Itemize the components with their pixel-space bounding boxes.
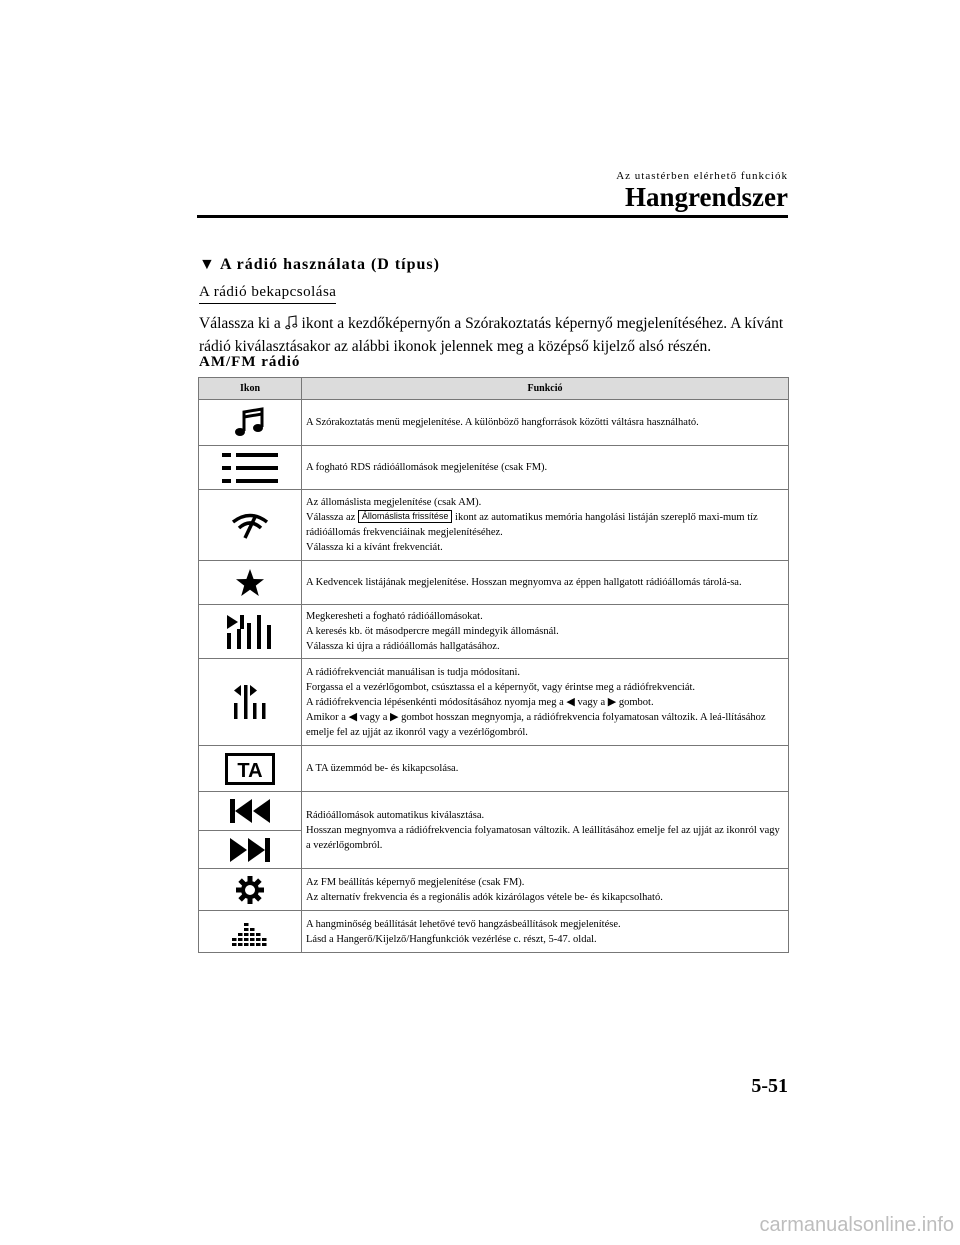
table-row [199, 490, 789, 561]
am-fm-heading: AM/FM rádió [199, 354, 301, 370]
text-fragment: gombot hosszan megnyomja, a rádiófrekvencia folyamatosan változik. A leá-llításához emelje fel az ujját az ikonról vagy a vezérlőgombról. [306, 711, 766, 738]
function-cell [302, 746, 789, 792]
text-fragment: gombot. [616, 696, 654, 708]
header-subtitle: Az utastérben elérhető funkciók [616, 170, 788, 182]
equalizer-dot [250, 928, 255, 931]
intro-text-end: ikont a kezdőképernyőn a Szórakoztatás képernyő megjelenítéséhez. A kívánt rádió kiválasztásakor az alábbi ikonok jelennek meg a középső kijelző alsó részén. [199, 315, 784, 355]
skip-forward-icon [230, 838, 270, 862]
function-text [306, 695, 784, 710]
table-row [199, 605, 789, 659]
watermark: carmanualsonline.info [759, 1214, 954, 1236]
function-text: A hangminőség beállítását lehetővé tevő hangzásbeállítások megjelenítése. [306, 918, 621, 930]
text-fragment: A rádiófrekvencia lépésenkénti módosításához nyomja meg a [306, 696, 567, 708]
function-cell [302, 792, 789, 869]
function-text: A Kedvencek listájának megjelenítése. Hosszan megnyomva az éppen hallgatott rádióállomás tárolá-sa. [306, 577, 742, 588]
text-fragment: Válassza az [306, 512, 358, 523]
equalizer-dot [256, 938, 261, 941]
equalizer-dot [250, 938, 255, 941]
text-fragment: Amikor a [306, 711, 349, 723]
equalizer-dot [244, 923, 249, 926]
header-icon-column: Ikon [199, 378, 302, 400]
function-cell [302, 869, 789, 911]
table-row [199, 561, 789, 605]
equalizer-dot [244, 928, 249, 931]
equalizer-dot [244, 933, 249, 936]
skip-back-icon [230, 799, 270, 823]
function-text: A TA üzemmód be- és kikapcsolása. [306, 763, 459, 774]
right-triangle-icon: ▶ [390, 710, 399, 723]
icon-cell [199, 746, 302, 792]
equalizer-dot [232, 938, 237, 941]
function-text: A rádiófrekvenciát manuálisan is tudja módosítani. [306, 666, 521, 678]
function-text [306, 510, 784, 540]
header-title: Hangrendszer [625, 182, 788, 212]
function-text: A fogható RDS rádióállomások megjelenítése (csak FM). [306, 462, 548, 473]
table-row [199, 446, 789, 490]
function-cell [302, 911, 789, 953]
function-text: A keresés kb. öt másodpercre megáll mindegyik állomásnál. [306, 626, 559, 637]
function-cell [302, 659, 789, 746]
equalizer-dot [250, 943, 255, 946]
intro-paragraph [199, 313, 789, 357]
ta-icon-label: TA [237, 759, 263, 782]
equalizer-dot [238, 933, 243, 936]
intro-text-start: Válassza ki a [199, 315, 285, 332]
function-text: Az alternatív frekvencia és a regionális adók kizárólagos vétele be- és kikapcsolható. [306, 891, 663, 903]
station-list-refresh-button: Állomáslista frissítése [358, 510, 453, 523]
equalizer-dot [238, 938, 243, 941]
function-text [306, 710, 784, 740]
equalizer-icon [232, 917, 268, 947]
radio-wave-icon [230, 511, 270, 539]
function-text: Lásd a Hangerő/Kijelző/Hangfunkciók vezérlése c. részt, 5-47. oldal. [306, 933, 597, 945]
function-text: Válassza ki a kívánt frekvenciát. [306, 542, 443, 553]
function-cell [302, 400, 789, 446]
header-divider [197, 215, 788, 218]
list-icon [222, 452, 278, 484]
function-text: Hosszan megnyomva a rádiófrekvencia folyamatosan változik. A leállításához emelje fel az ujját az ikonról vagy a vezérlőgombról. [306, 824, 780, 851]
equalizer-dot [232, 943, 237, 946]
skip-back-cell [199, 792, 301, 831]
function-cell [302, 561, 789, 605]
function-text: Az állomáslista megjelenítése (csak AM). [306, 497, 482, 508]
right-triangle-icon: ▶ [607, 695, 617, 708]
icon-cell [199, 561, 302, 605]
gear-icon [236, 876, 264, 904]
icon-cell [199, 869, 302, 911]
text-fragment: vagy a [574, 696, 608, 708]
equalizer-dot [244, 943, 249, 946]
equalizer-dot [256, 943, 261, 946]
icon-cell [199, 911, 302, 953]
icon-cell [199, 792, 302, 869]
function-text: Forgassa el a vezérlőgombot, csúsztassa el a képernyőt, vagy érintse meg a rádiófrekvenciát. [306, 681, 696, 693]
tuning-icon [234, 685, 266, 719]
entertainment-note-icon [285, 315, 298, 336]
left-triangle-icon: ◀ [348, 710, 358, 723]
function-cell [302, 490, 789, 561]
equalizer-dot [262, 943, 267, 946]
subsection-heading: A rádió bekapcsolása [199, 284, 336, 304]
function-text: Megkeresheti a fogható rádióállomásokat. [306, 611, 483, 622]
skip-forward-cell [199, 831, 301, 868]
table-row [199, 746, 789, 792]
function-text: Rádióállomások automatikus kiválasztása. [306, 809, 485, 821]
left-triangle-icon: ◀ [566, 695, 575, 708]
function-text: A Szórakoztatás menü megjelenítése. A különböző hangforrások közötti váltásra használható. [306, 417, 699, 428]
star-icon [235, 569, 265, 597]
icon-cell [199, 605, 302, 659]
icon-cell [199, 490, 302, 561]
text-fragment: vagy a [357, 711, 390, 723]
function-cell [302, 446, 789, 490]
table-row [199, 911, 789, 953]
icon-cell [199, 659, 302, 746]
table-row [199, 869, 789, 911]
equalizer-dot [262, 938, 267, 941]
table-row [199, 792, 789, 869]
function-text: Az FM beállítás képernyő megjelenítése (csak FM). [306, 876, 525, 888]
table-row [199, 659, 789, 746]
equalizer-dot [244, 938, 249, 941]
icon-cell [199, 446, 302, 490]
header-function-column: Funkció [302, 378, 789, 400]
table-header-row [199, 378, 789, 400]
ta-icon [225, 753, 275, 785]
scan-icon [227, 615, 273, 649]
function-text: Válassza ki újra a rádióállomás hallgatásához. [306, 641, 500, 652]
section-heading: ▼ A rádió használata (D típus) [199, 256, 440, 273]
music-note-icon [233, 407, 267, 439]
table-row [199, 400, 789, 446]
equalizer-dot [238, 943, 243, 946]
icon-cell [199, 400, 302, 446]
equalizer-dot [250, 933, 255, 936]
text-fragment: ikont az automatikus memória hangolási listáján szereplő maxi-mum tíz rádióállomás frekvenciáinak megjelenítéséhez. [306, 512, 758, 538]
equalizer-dot [256, 933, 261, 936]
page-number: 5-51 [751, 1075, 788, 1097]
function-table [198, 377, 789, 953]
function-cell [302, 605, 789, 659]
